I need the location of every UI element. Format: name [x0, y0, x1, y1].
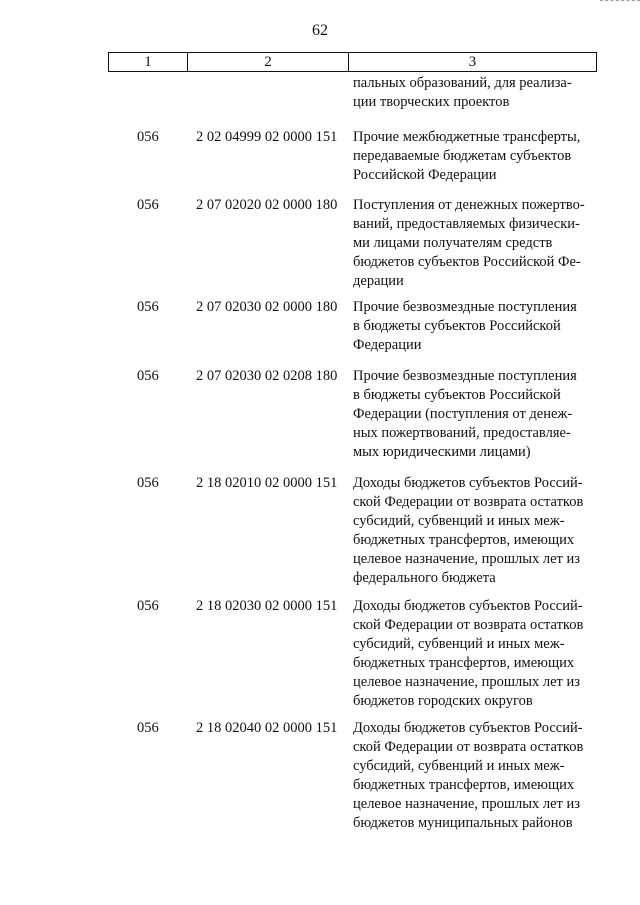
description-line: Федерации	[353, 337, 422, 353]
description-line: мых юридическими лицами)	[353, 444, 531, 460]
description-line: ваний, предоставляемых физически-	[353, 216, 580, 232]
description-line: целевое назначение, прошлых лет из	[353, 796, 580, 812]
page-number: 62	[312, 22, 328, 39]
description-line: Российской Федерации	[353, 167, 497, 183]
budget-classification-code: 2 07 02020 02 0000 180	[196, 197, 338, 213]
admin-code: 056	[137, 299, 159, 315]
description-line: целевое назначение, прошлых лет из	[353, 551, 580, 567]
description-line: федерального бюджета	[353, 570, 496, 586]
header-col-2: 2	[188, 53, 349, 71]
description-line: Прочие межбюджетные трансферты,	[353, 129, 581, 145]
description-line: передаваемые бюджетам субъектов	[353, 148, 572, 164]
description-line: субсидий, субвенций и иных меж-	[353, 513, 565, 529]
header-col-1: 1	[109, 53, 188, 71]
scan-edge-mark	[600, 0, 640, 4]
description-line: Доходы бюджетов субъектов Россий-	[353, 598, 583, 614]
description-line: дерации	[353, 273, 404, 289]
description-line: ми лицами получателям средств	[353, 235, 553, 251]
income-description	[353, 196, 603, 291]
admin-code: 056	[137, 368, 159, 384]
description-line: целевое назначение, прошлых лет из	[353, 674, 580, 690]
admin-code: 056	[137, 598, 159, 614]
description-line: бюджетов городских округов	[353, 693, 533, 709]
income-description	[353, 367, 603, 462]
income-description	[353, 597, 603, 711]
continued-line: ции творческих проектов	[353, 94, 510, 110]
description-line: Прочие безвозмездные поступления	[353, 299, 577, 315]
header-col-3: 3	[468, 54, 477, 70]
description-line: ской Федерации от возврата остатков	[353, 494, 584, 510]
description-line: субсидий, субвенций и иных меж-	[353, 758, 565, 774]
description-line: бюджетных трансфертов, имеющих	[353, 532, 575, 548]
budget-classification-code: 2 18 02040 02 0000 151	[196, 720, 338, 736]
admin-code: 056	[137, 197, 159, 213]
continued-description	[353, 74, 603, 112]
income-description	[353, 474, 603, 588]
budget-classification-code: 2 18 02010 02 0000 151	[196, 475, 338, 491]
table-header	[108, 52, 597, 72]
budget-classification-code: 2 07 02030 02 0000 180	[196, 299, 338, 315]
description-line: бюджетов субъектов Российской Фе-	[353, 254, 581, 270]
admin-code: 056	[137, 475, 159, 491]
description-line: Прочие безвозмездные поступления	[353, 368, 577, 384]
description-line: ных пожертвований, предоставляе-	[353, 425, 571, 441]
continued-line: пальных образований, для реализа-	[353, 75, 572, 91]
admin-code: 056	[137, 129, 159, 145]
description-line: Доходы бюджетов субъектов Россий-	[353, 720, 583, 736]
description-line: Доходы бюджетов субъектов Россий-	[353, 475, 583, 491]
description-line: в бюджеты субъектов Российской	[353, 318, 561, 334]
budget-classification-code: 2 02 04999 02 0000 151	[196, 129, 338, 145]
description-line: ской Федерации от возврата остатков	[353, 739, 584, 755]
income-description	[353, 719, 603, 833]
description-line: бюджетных трансфертов, имеющих	[353, 777, 575, 793]
description-line: ской Федерации от возврата остатков	[353, 617, 584, 633]
budget-classification-code: 2 07 02030 02 0208 180	[196, 368, 338, 384]
admin-code: 056	[137, 720, 159, 736]
income-description	[353, 128, 603, 185]
description-line: в бюджеты субъектов Российской	[353, 387, 561, 403]
budget-classification-code: 2 18 02030 02 0000 151	[196, 598, 338, 614]
description-line: бюджетных трансфертов, имеющих	[353, 655, 575, 671]
description-line: бюджетов муниципальных районов	[353, 815, 573, 831]
description-line: Поступления от денежных пожертво-	[353, 197, 585, 213]
description-line: субсидий, субвенций и иных меж-	[353, 636, 565, 652]
description-line: Федерации (поступления от денеж-	[353, 406, 573, 422]
income-description	[353, 298, 603, 355]
